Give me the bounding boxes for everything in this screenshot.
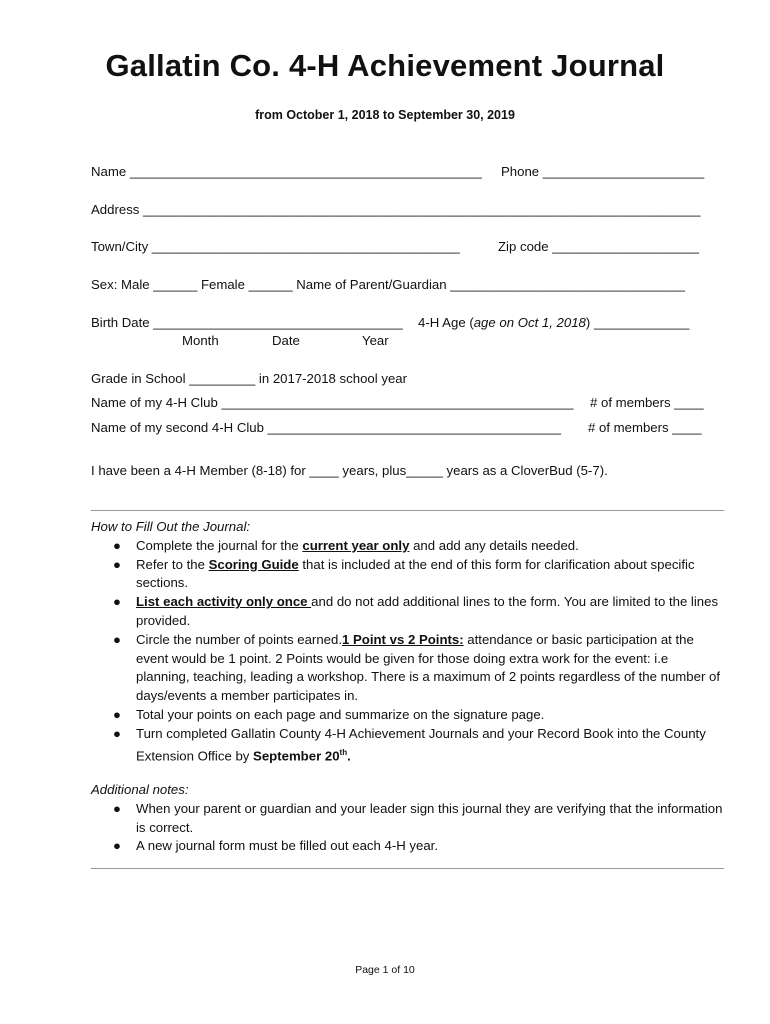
emphasis: current year only [302,537,410,553]
second-club-members-field[interactable]: # of members ____ [588,420,702,435]
notes-section [91,781,724,856]
date-label: Date [272,333,300,348]
page-title: Gallatin Co. 4-H Achievement Journal [105,48,665,83]
list-item [91,556,724,594]
notes-title: Additional notes: [91,782,189,797]
bullet-icon: ● [113,537,121,553]
text: attendance or basic participation at the event would be 1 point. 2 Points would be given for those doing extra work for the event: i.e planning, teaching, leading a workshop. There is a maximum of 2 points regardless of the number of days/events a member participates in. [136,631,720,704]
text: . [347,747,351,763]
howto-section [91,518,724,766]
bullet-icon: ● [113,594,121,610]
text: Circle the number of points earned. [136,631,342,647]
text: Refer to the [136,556,209,572]
emphasis: Scoring Guide [208,556,299,572]
text: Complete the journal for the [136,537,303,553]
bullet-icon: ● [113,725,121,741]
club-members-field[interactable]: # of members ____ [590,395,704,410]
month-label: Month [182,333,219,348]
age-suffix: ) _____________ [585,315,690,330]
emphasis: List each activity only once [136,594,312,610]
text: A new journal form must be filled out each 4-H year. [136,838,438,854]
age-field[interactable] [418,315,689,330]
town-field[interactable]: Town/City __________________________________________ [91,239,460,254]
birth-date-field[interactable]: Birth Date __________________________________ [91,315,403,330]
text: When your parent or guardian and your leader sign this journal they are verifying that the information is correct. [136,800,723,835]
age-note: age on Oct 1, 2018 [473,315,586,330]
list-item [91,706,724,725]
text: and add any details needed. [409,537,579,553]
bullet-icon: ● [113,838,121,854]
bullet-icon: ● [113,800,121,816]
text: and do not add additional lines to the form. You are limited to the lines provided. [136,594,719,628]
sex-parent-line[interactable]: Sex: Male ______ Female ______ Name of Parent/Guardian ________________________________ [91,277,685,292]
emphasis: September 20 [253,747,340,763]
age-prefix: 4-H Age ( [418,315,474,330]
howto-list [91,537,724,766]
member-years-field[interactable]: I have been a 4-H Member (8-18) for ____ years, plus_____ years as a CloverBud (5-7). [91,463,608,478]
grade-field[interactable]: Grade in School _________ in 2017-2018 school year [91,371,407,386]
list-item [91,593,724,631]
divider-top [91,510,724,511]
list-item [91,800,724,838]
page-number: Page 1 of 10 [355,964,415,976]
superscript: th [339,747,348,757]
emphasis: 1 Point vs 2 Points: [341,631,464,647]
list-item [91,837,724,856]
phone-field[interactable]: Phone ______________________ [501,164,705,179]
page-subtitle: from October 1, 2018 to September 30, 2019 [255,108,515,122]
zip-field[interactable]: Zip code ____________________ [498,239,699,254]
notes-list [91,800,724,856]
year-label: Year [362,333,389,348]
bullet-icon: ● [113,706,121,722]
second-club-field[interactable]: Name of my second 4-H Club ________________________________________ [91,420,562,435]
bullet-icon: ● [113,556,121,572]
text: that is included at the end of this form for clarification about specific sections. [136,556,695,591]
divider-bottom [91,868,724,869]
text: Turn completed Gallatin County 4-H Achievement Journals and your Record Book into the County Extension Office by [136,725,706,763]
name-field[interactable]: Name ________________________________________________ [91,164,482,179]
bullet-icon: ● [113,631,121,647]
text: Total your points on each page and summarize on the signature page. [136,706,545,722]
list-item [91,725,724,766]
address-field[interactable]: Address ____________________________________________________________________________ [91,202,701,217]
list-item [91,537,724,556]
club-field[interactable]: Name of my 4-H Club ________________________________________________ [91,395,574,410]
howto-title: How to Fill Out the Journal: [91,519,251,534]
list-item [91,631,724,706]
